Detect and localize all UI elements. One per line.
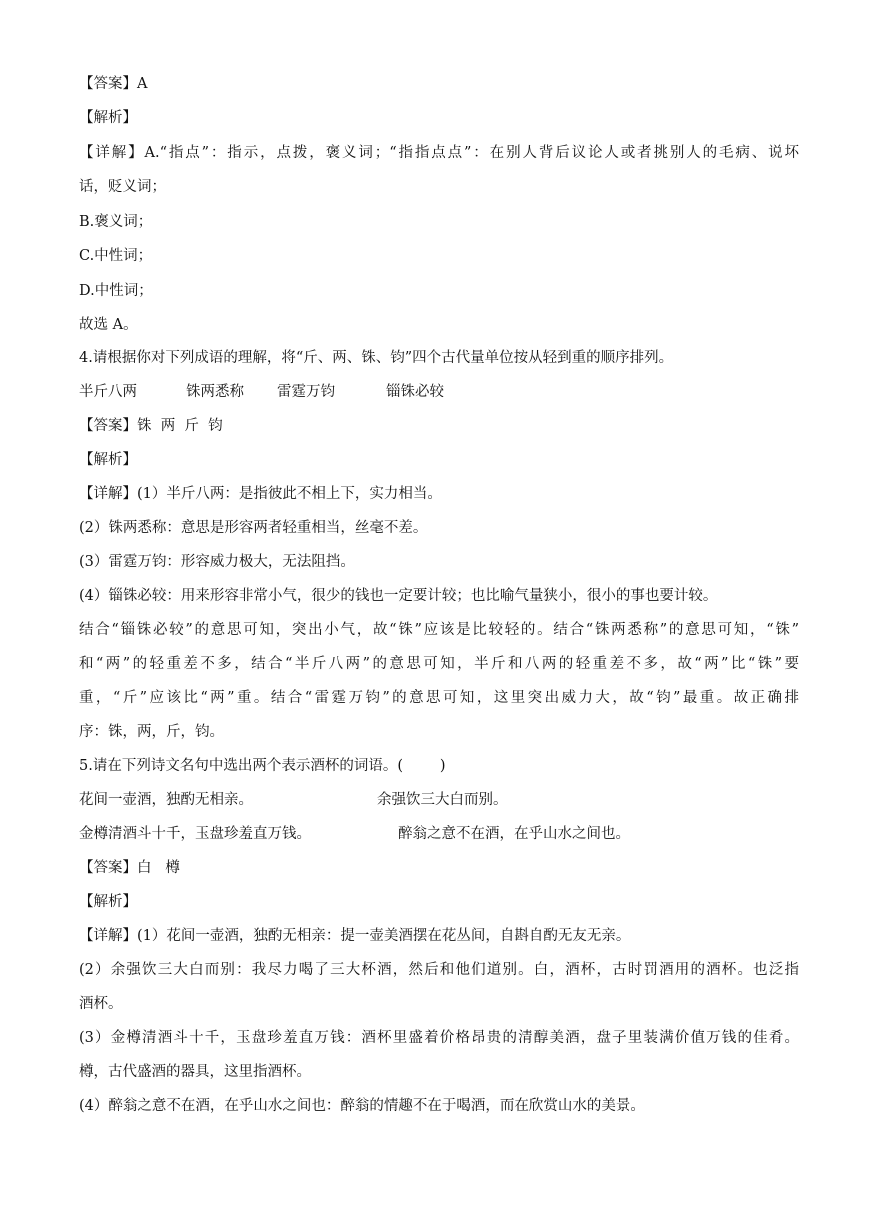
q4-detail-row-1	[0, 482, 869, 506]
q4-idiom-4: 锱铢必较	[386, 384, 444, 400]
q3-option-c-row	[0, 244, 869, 268]
q3-option-d-row	[0, 279, 869, 303]
q5-poem-4: 醉翁之意不在酒，在乎山水之间也。	[398, 826, 630, 842]
q5-detail-3-line-1: (3）金樽清酒斗十千，玉盘珍羞直万钱：酒杯里盛着价格昂贵的清醇美酒，盘子里装满价值万钱的佳肴。	[79, 1030, 799, 1046]
q4-summary-line-3: 重，“斤”应该比“两”重。结合“雷霆万钧”的意思可知，这里突出威力大，故“钧”最重。故正确排	[79, 690, 799, 706]
q3-detail-line-2: 话，贬义词；	[79, 179, 166, 195]
q4-detail-1: 【详解】(1）半斤八两：是指彼此不相上下，实力相当。	[79, 486, 442, 502]
q4-answer-row	[0, 414, 869, 438]
q5-question: 5.请在下列诗文名句中选出两个表示酒杯的词语。( )	[79, 758, 446, 774]
q4-question-row	[0, 346, 869, 370]
q5-detail-row-1	[0, 924, 869, 948]
q3-option-b: B.褒义词；	[79, 214, 153, 230]
q5-poems-row-2	[0, 822, 869, 846]
q5-detail-row-5	[0, 1060, 869, 1084]
q3-option-c: C.中性词；	[79, 248, 153, 264]
q4-idiom-2: 铢两悉称	[186, 384, 244, 400]
q5-answer: 【答案】白 樽	[79, 860, 180, 876]
q5-answer-row	[0, 856, 869, 880]
q3-detail-row-1	[0, 141, 869, 165]
q4-idiom-1: 半斤八两	[79, 384, 137, 400]
q5-detail-row-4	[0, 1026, 869, 1050]
q4-detail-row-2	[0, 516, 869, 540]
q5-poem-3: 金樽清酒斗十千，玉盘珍羞直万钱。	[79, 826, 311, 842]
q3-detail-line-1: 【详解】A.“指点”：指示，点拨，褒义词；“指指点点”：在别人背后议论人或者挑别人的毛病、说坏	[79, 145, 799, 161]
q4-analysis-heading: 【解析】	[79, 452, 137, 468]
q4-question: 4.请根据你对下列成语的理解，将“斤、两、铢、钧”四个古代量单位按从轻到重的顺序排列。	[79, 350, 674, 366]
q4-detail-row-3	[0, 550, 869, 574]
q3-answer-row	[0, 72, 869, 96]
q4-idiom-3: 雷霆万钧	[277, 384, 335, 400]
q4-detail-row-4	[0, 584, 869, 608]
q5-question-row	[0, 754, 869, 778]
q4-summary-line-4: 序：铢，两，斤，钧。	[79, 724, 224, 740]
q4-detail-4: (4）锱铢必较：用来形容非常小气，很少的钱也一定要计较；也比喻气量狭小，很小的事也要计较。	[79, 588, 718, 604]
q4-analysis-row	[0, 448, 869, 472]
q3-conclusion: 故选 A。	[79, 317, 138, 333]
q4-detail-2: (2）铢两悉称：意思是形容两者轻重相当，丝毫不差。	[79, 520, 428, 536]
q5-detail-4: (4）醉翁之意不在酒，在乎山水之间也：醉翁的情趣不在于喝酒，而在欣赏山水的美景。	[79, 1098, 645, 1114]
q5-detail-1: 【详解】(1）花间一壶酒，独酌无相亲：提一壶美酒摆在花丛间，自斟自酌无友无亲。	[79, 928, 631, 944]
q3-detail-row-2	[0, 175, 869, 199]
q5-detail-2-line-2: 酒杯。	[79, 996, 123, 1012]
q4-summary-line-1: 结合“锱铢必较”的意思可知，突出小气，故“铢”应该是比较轻的。结合“铢两悉称”的意思可知，“铢”	[79, 622, 799, 638]
q5-analysis-row	[0, 890, 869, 914]
q5-poems-row-1	[0, 788, 869, 812]
q4-answer: 【答案】铢 两 斤 钧	[79, 418, 223, 434]
q5-poem-1: 花间一壶酒，独酌无相亲。	[79, 792, 253, 808]
q4-summary-row-2	[0, 652, 869, 676]
q4-idioms-row	[0, 380, 869, 404]
q5-detail-2-line-1: (2）余强饮三大白而别：我尽力喝了三大杯酒，然后和他们道别。白，酒杯，古时罚酒用的酒杯。也泛指	[79, 962, 799, 978]
q3-analysis-heading: 【解析】	[79, 110, 137, 126]
q5-detail-row-6	[0, 1094, 869, 1118]
q4-summary-row-3	[0, 686, 869, 710]
q3-analysis-row	[0, 106, 869, 130]
q5-analysis-heading: 【解析】	[79, 894, 137, 910]
q3-answer: 【答案】A	[79, 76, 148, 92]
q3-option-d: D.中性词；	[79, 283, 153, 299]
q5-detail-row-2	[0, 958, 869, 982]
q5-poem-2: 余强饮三大白而别。	[377, 792, 508, 808]
q4-summary-row-1	[0, 618, 869, 642]
q4-summary-row-4	[0, 720, 869, 744]
q3-option-b-row	[0, 210, 869, 234]
q4-summary-line-2: 和“两”的轻重差不多，结合“半斤八两”的意思可知，半斤和八两的轻重差不多，故“两”比“铢”要	[79, 656, 799, 672]
q5-detail-3-line-2: 樽，古代盛酒的器具，这里指酒杯。	[79, 1064, 311, 1080]
q5-detail-row-3	[0, 992, 869, 1016]
q3-conclusion-row	[0, 313, 869, 337]
q4-detail-3: (3）雷霆万钧：形容威力极大，无法阻挡。	[79, 554, 355, 570]
